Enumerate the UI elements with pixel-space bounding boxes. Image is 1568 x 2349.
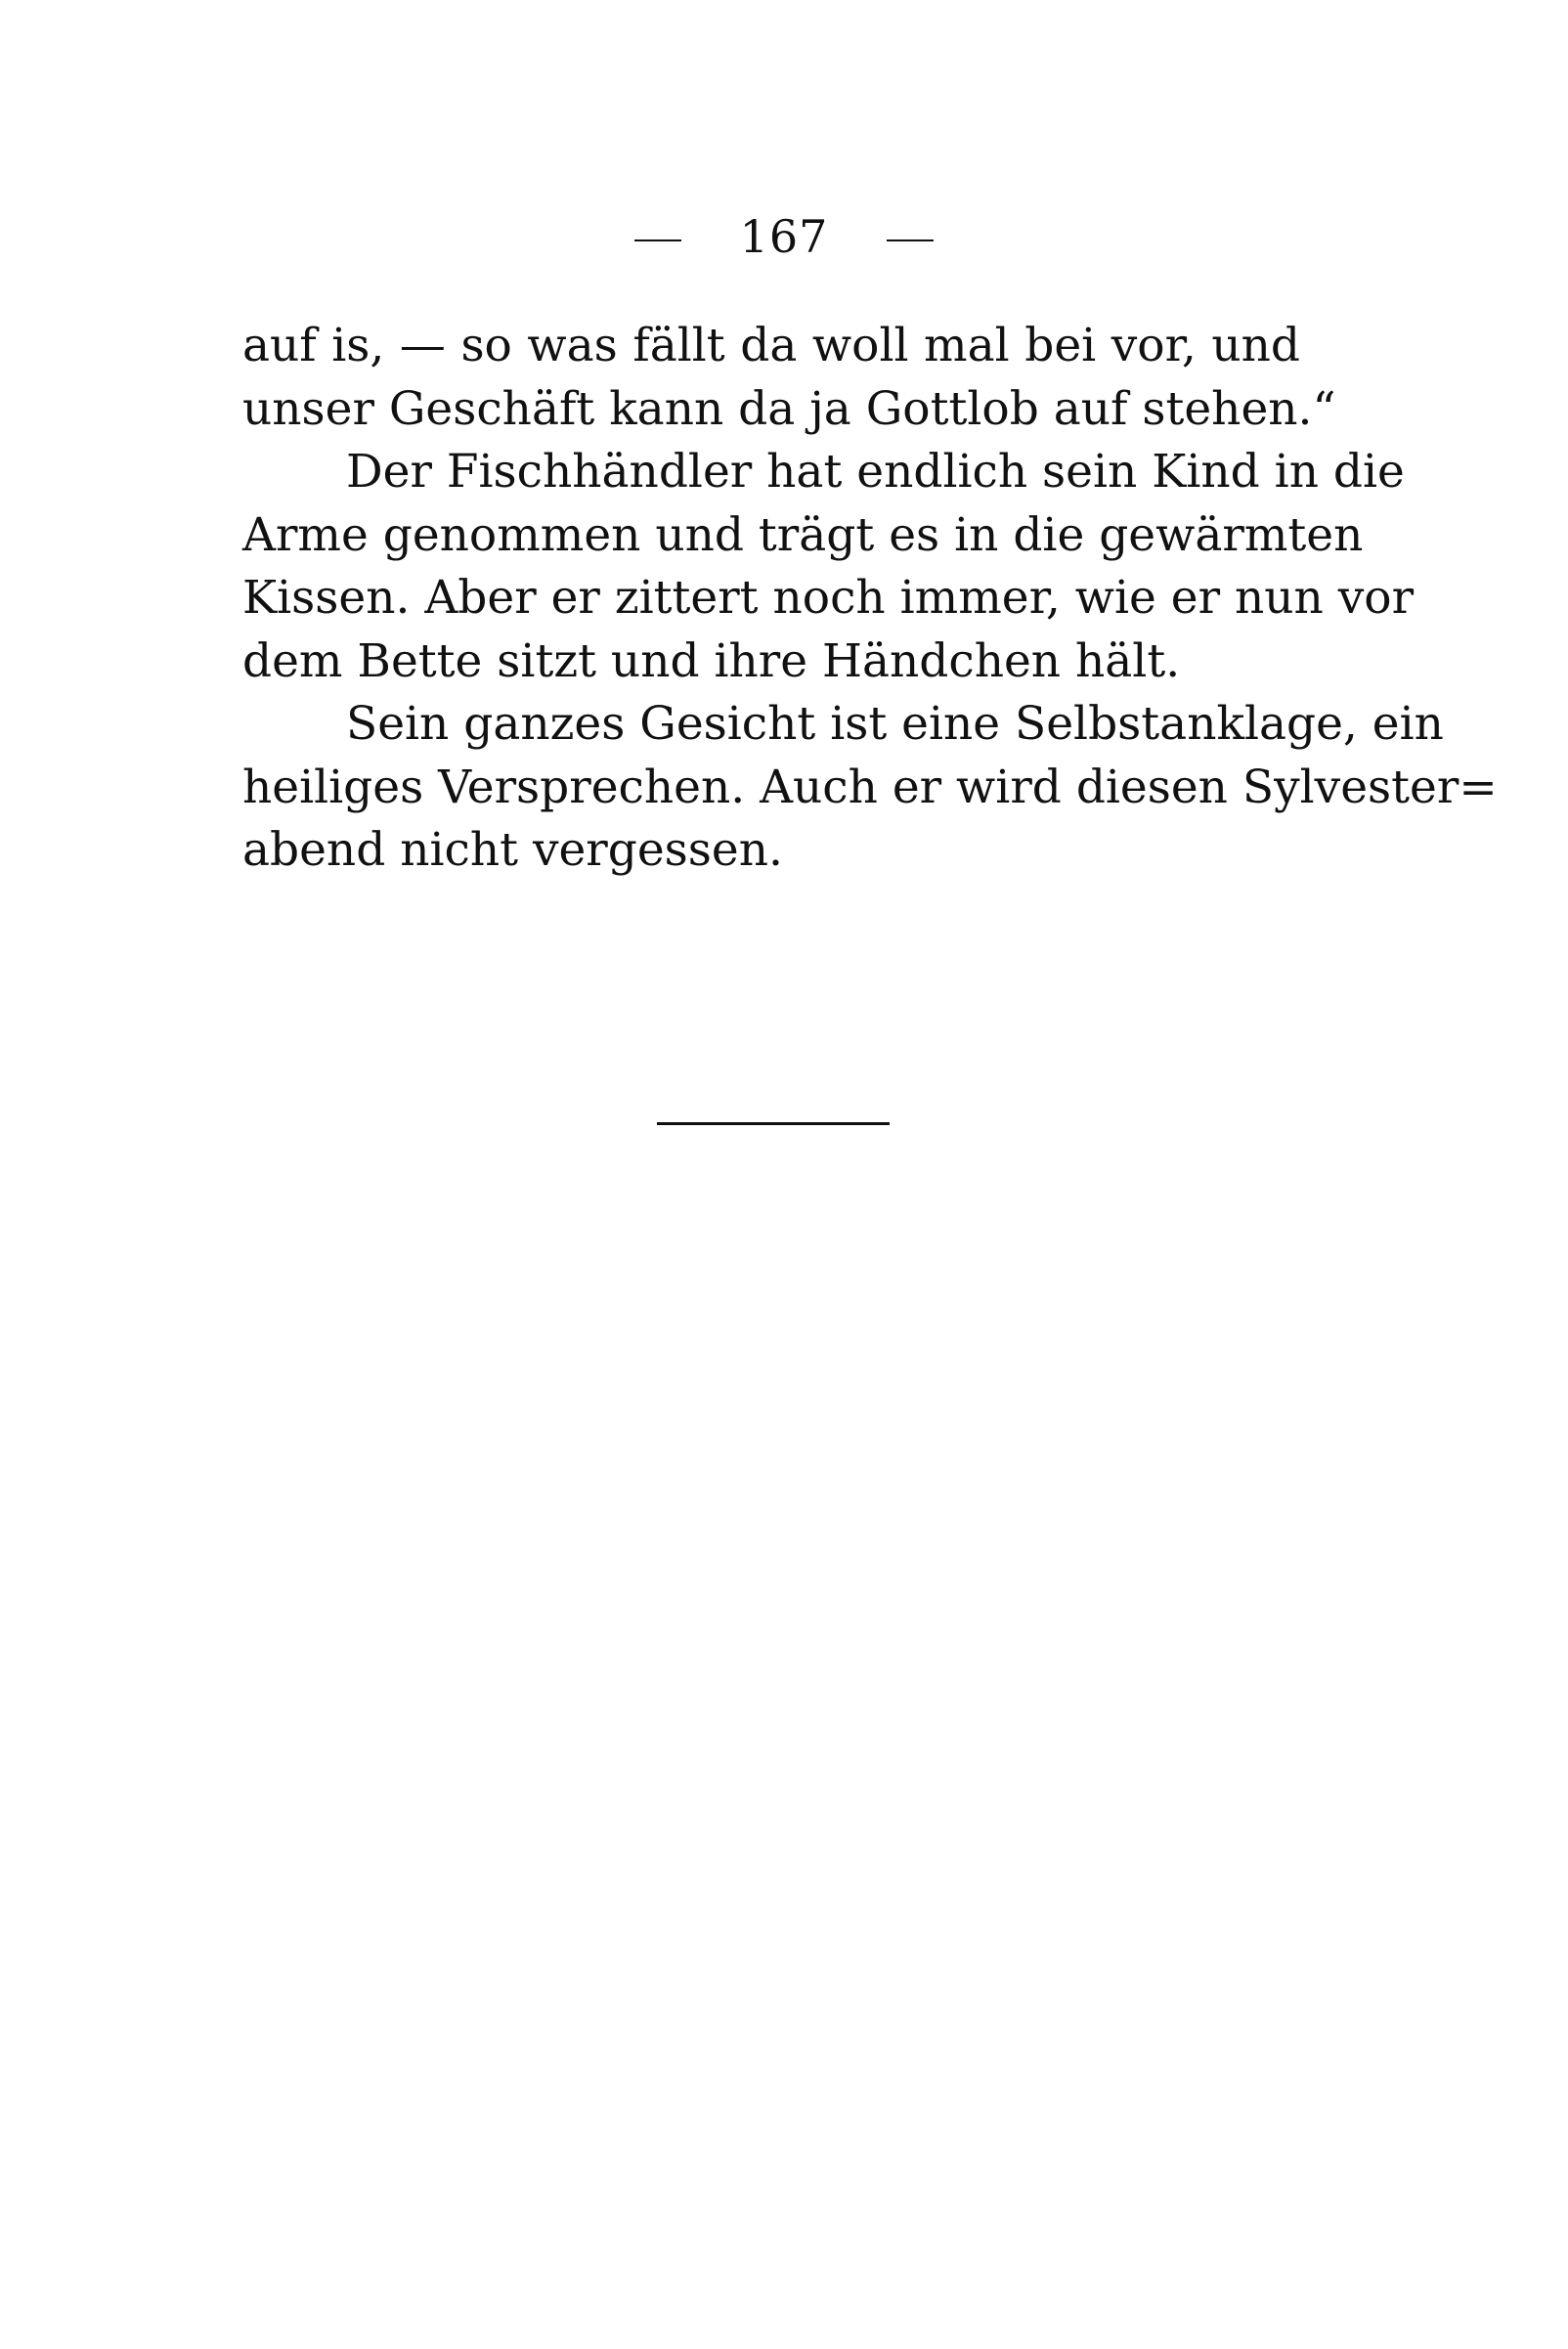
header-dash-left	[634, 239, 681, 241]
page-number: 167	[739, 210, 829, 263]
end-rule	[657, 1122, 890, 1125]
text-line: Arme genommen und trägt es in die gewärmten	[242, 507, 1364, 562]
text-line: dem Bette sitzt und ihre Händchen hält.	[242, 633, 1181, 688]
header-dash-right	[887, 239, 934, 241]
text-line: Kissen. Aber er zittert noch immer, wie er nun vor	[242, 571, 1415, 625]
text-line: abend nicht vergessen.	[242, 823, 783, 877]
page-header	[0, 207, 1568, 266]
text-line: auf is, — so was fällt da woll mal bei vor, und	[242, 319, 1300, 372]
body-text	[242, 315, 1498, 883]
text-line: heiliges Versprechen. Auch er wird diesen Sylvester=	[242, 760, 1498, 814]
text-line: Sein ganzes Gesicht ist eine Selbstanklage, ein	[346, 697, 1444, 751]
text-line: Der Fischhändler hat endlich sein Kind in die	[346, 445, 1405, 499]
text-line: unser Geschäft kann da ja Gottlob auf stehen.“	[242, 381, 1336, 436]
